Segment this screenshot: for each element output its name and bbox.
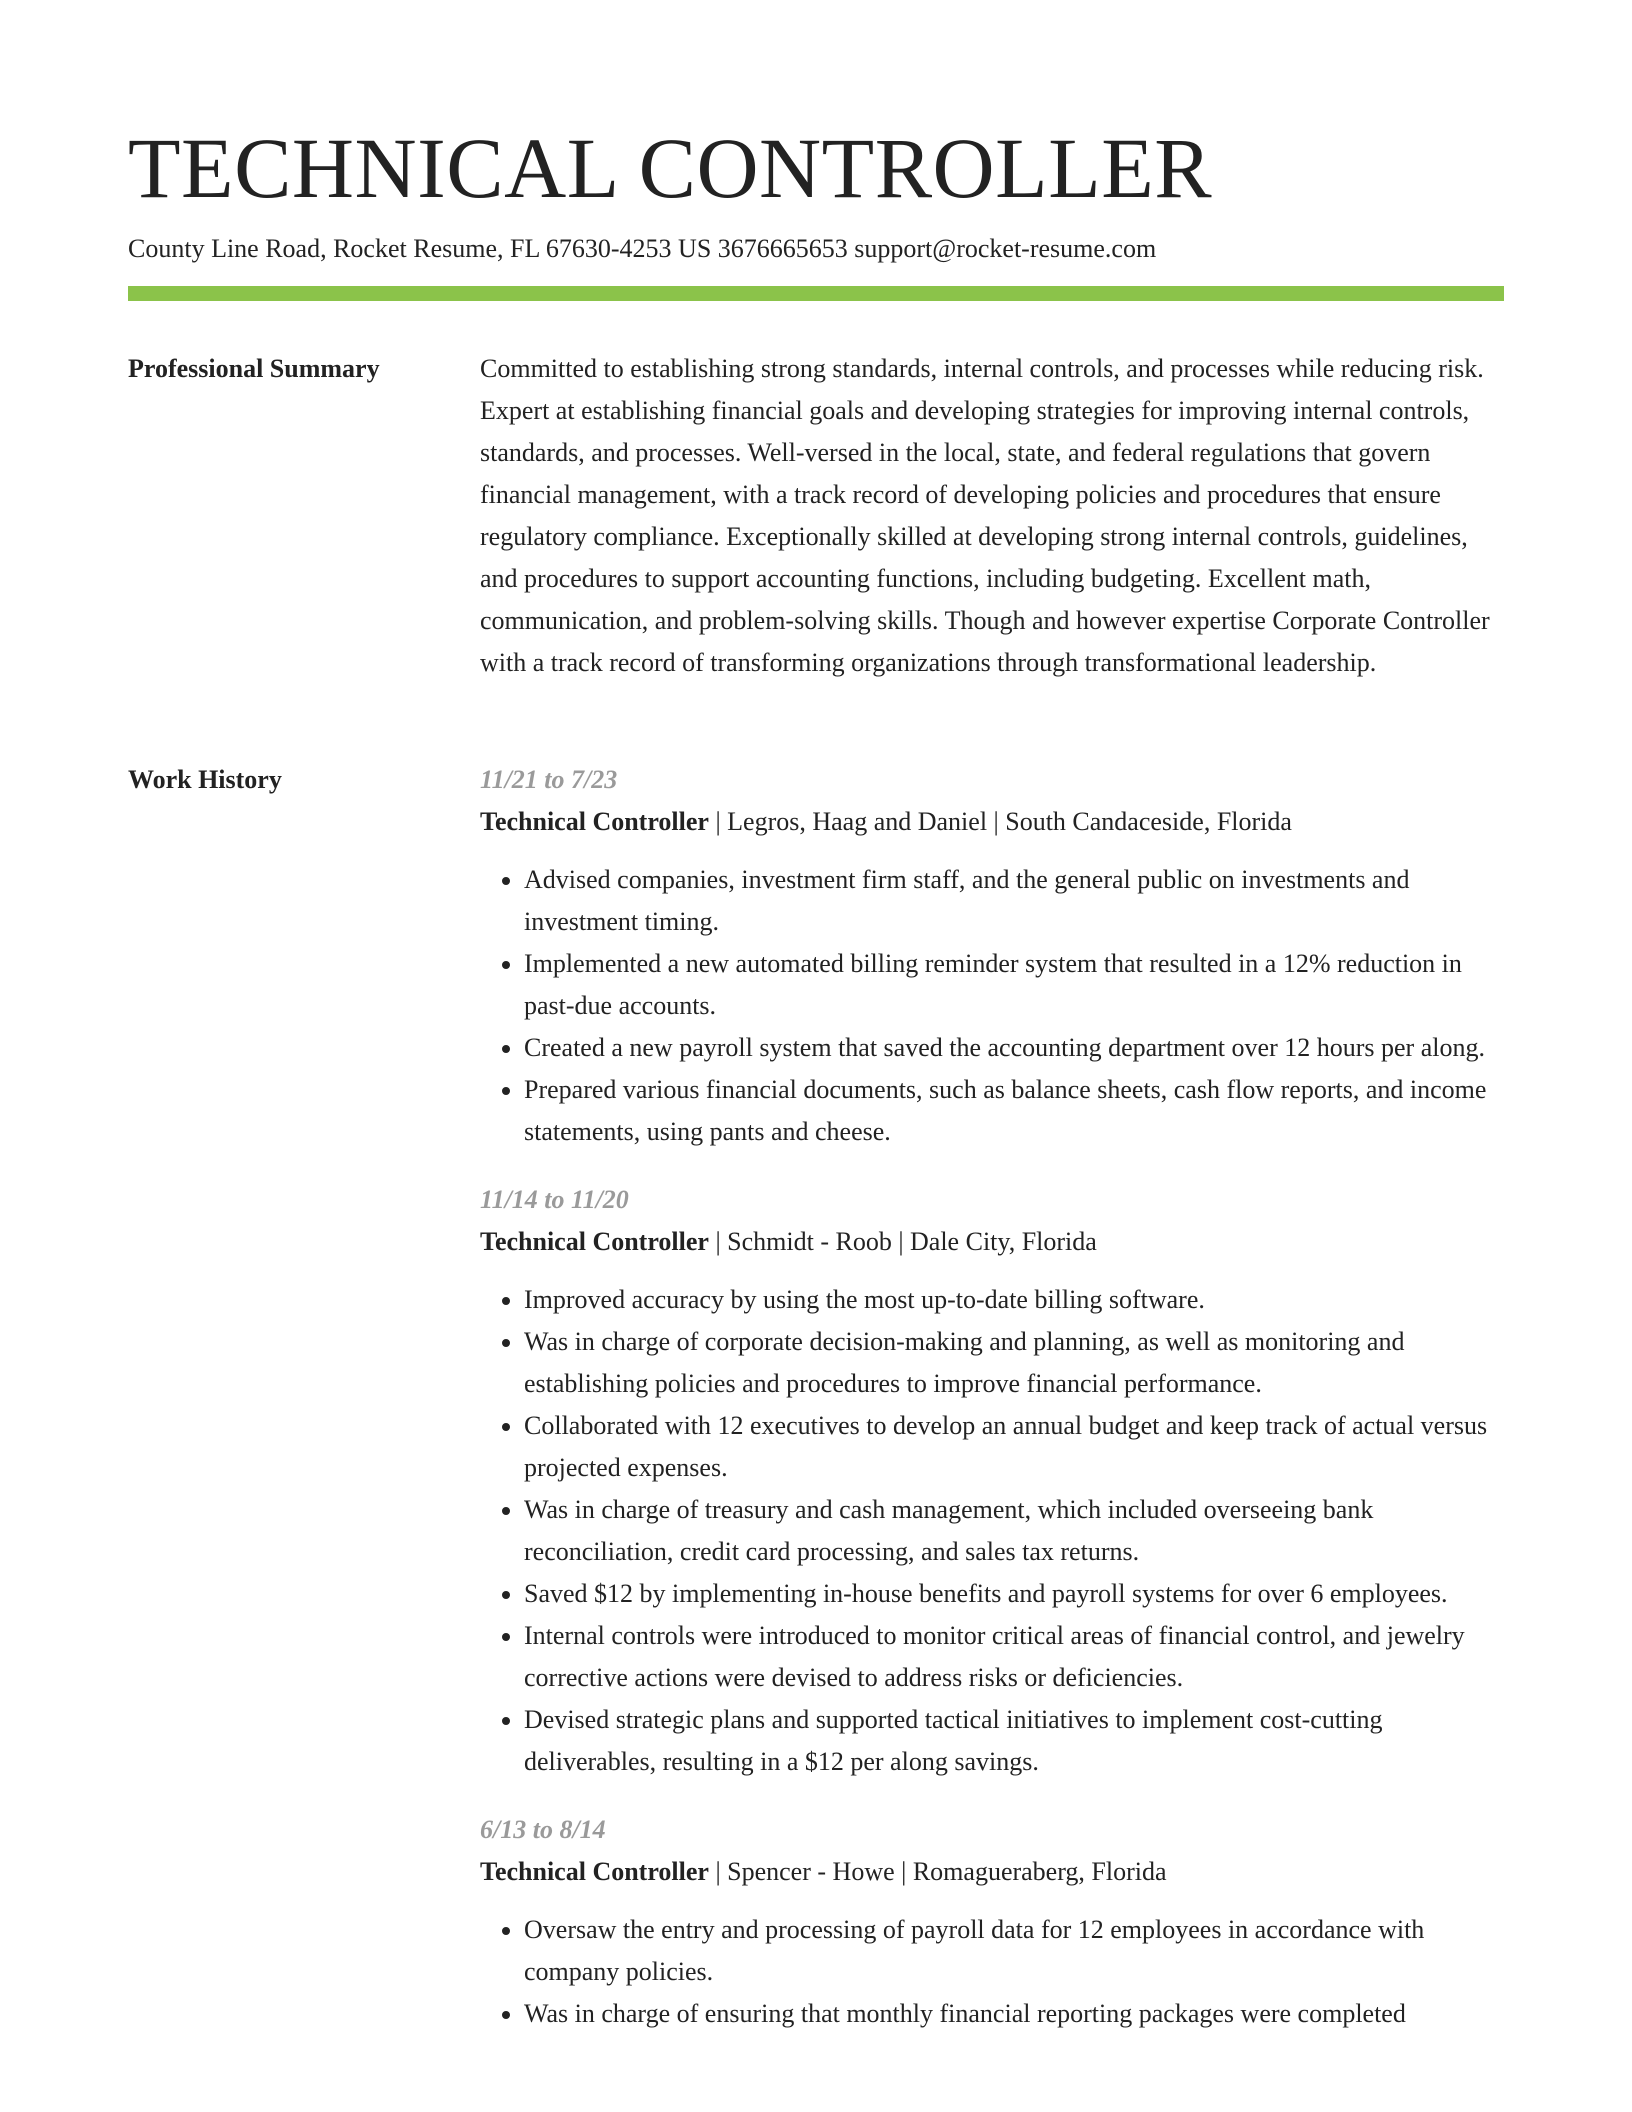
- job-bullet: • Implemented a new automated billing reminder system that resulted in a 12% reduction in past-due accounts.: [524, 943, 1504, 1027]
- job-bullet: • Was in charge of ensuring that monthly financial reporting packages were completed: [524, 1993, 1504, 2035]
- job-bullet: • Internal controls were introduced to monitor critical areas of financial control, and jewelry corrective actions were devised to address risks or deficiencies.: [524, 1615, 1504, 1699]
- resume-name-heading: TECHNICAL CONTROLLER: [128, 120, 1213, 216]
- job-bullet: • Created a new payroll system that saved the accounting department over 12 hours per along.: [524, 1027, 1504, 1069]
- section-label-work-history: Work History: [128, 765, 282, 794]
- job-bullet-list: [480, 859, 1504, 1153]
- job-entry: [480, 759, 1504, 1153]
- accent-divider: [128, 286, 1504, 301]
- job-employer-location: | Spencer - Howe | Romagueraberg, Florida: [708, 1857, 1167, 1886]
- job-dates: 11/14 to 11/20: [480, 1185, 629, 1214]
- job-title-line: [480, 1851, 1504, 1893]
- job-title-line: [480, 1221, 1504, 1263]
- job-bullet: • Improved accuracy by using the most up-to-date billing software.: [524, 1279, 1504, 1321]
- job-employer-location: | Schmidt - Roob | Dale City, Florida: [708, 1227, 1097, 1256]
- job-bullet: • Collaborated with 12 executives to develop an annual budget and keep track of actual versus projected expenses.: [524, 1405, 1504, 1489]
- job-dates: 6/13 to 8/14: [480, 1815, 606, 1844]
- job-bullet: • Prepared various financial documents, such as balance sheets, cash flow reports, and income statements, using pants and cheese.: [524, 1069, 1504, 1153]
- work-history-body: [480, 759, 1504, 2061]
- job-bullet: • Was in charge of treasury and cash management, which included overseeing bank reconciliation, credit card processing, and sales tax returns.: [524, 1489, 1504, 1573]
- job-title-line: [480, 801, 1504, 843]
- job-employer-location: | Legros, Haag and Daniel | South Candaceside, Florida: [708, 807, 1292, 836]
- job-bullet: • Advised companies, investment firm staff, and the general public on investments and investment timing.: [524, 859, 1504, 943]
- job-bullet: • Oversaw the entry and processing of payroll data for 12 employees in accordance with company policies.: [524, 1909, 1504, 1993]
- job-title: Technical Controller: [480, 1857, 709, 1886]
- job-entry: [480, 1179, 1504, 1783]
- section-label-summary: Professional Summary: [128, 354, 380, 383]
- job-dates: 11/21 to 7/23: [480, 765, 618, 794]
- job-bullet: • Devised strategic plans and supported tactical initiatives to implement cost-cutting deliverables, resulting in a $12 per along savings.: [524, 1699, 1504, 1783]
- job-title: Technical Controller: [480, 1227, 709, 1256]
- contact-line: County Line Road, Rocket Resume, FL 67630-4253 US 3676665653 support@rocket-resume.com: [128, 234, 1157, 263]
- summary-text: Committed to establishing strong standards, internal controls, and processes while reducing risk. Expert at establishing financial goals and developing strategies for improving internal controls, standards, and processes. Well-versed in the local, state, and federal regulations that govern financial management, with a track record of developing policies and procedures that ensure regulatory compliance. Exceptionally skilled at developing strong internal controls, guidelines, and procedures to support accounting functions, including budgeting. Excellent math, communication, and problem-solving skills. Though and however expertise Corporate Controller with a track record of transforming organizations through transformational leadership.: [480, 354, 1490, 677]
- job-bullet: • Was in charge of corporate decision-making and planning, as well as monitoring and establishing policies and procedures to improve financial performance.: [524, 1321, 1504, 1405]
- job-bullet-list: [480, 1279, 1504, 1783]
- job-bullet: • Saved $12 by implementing in-house benefits and payroll systems for over 6 employees.: [524, 1573, 1504, 1615]
- summary-body: [480, 348, 1504, 684]
- job-title: Technical Controller: [480, 807, 709, 836]
- job-entry: [480, 1809, 1504, 2035]
- job-bullet-list: [480, 1909, 1504, 2035]
